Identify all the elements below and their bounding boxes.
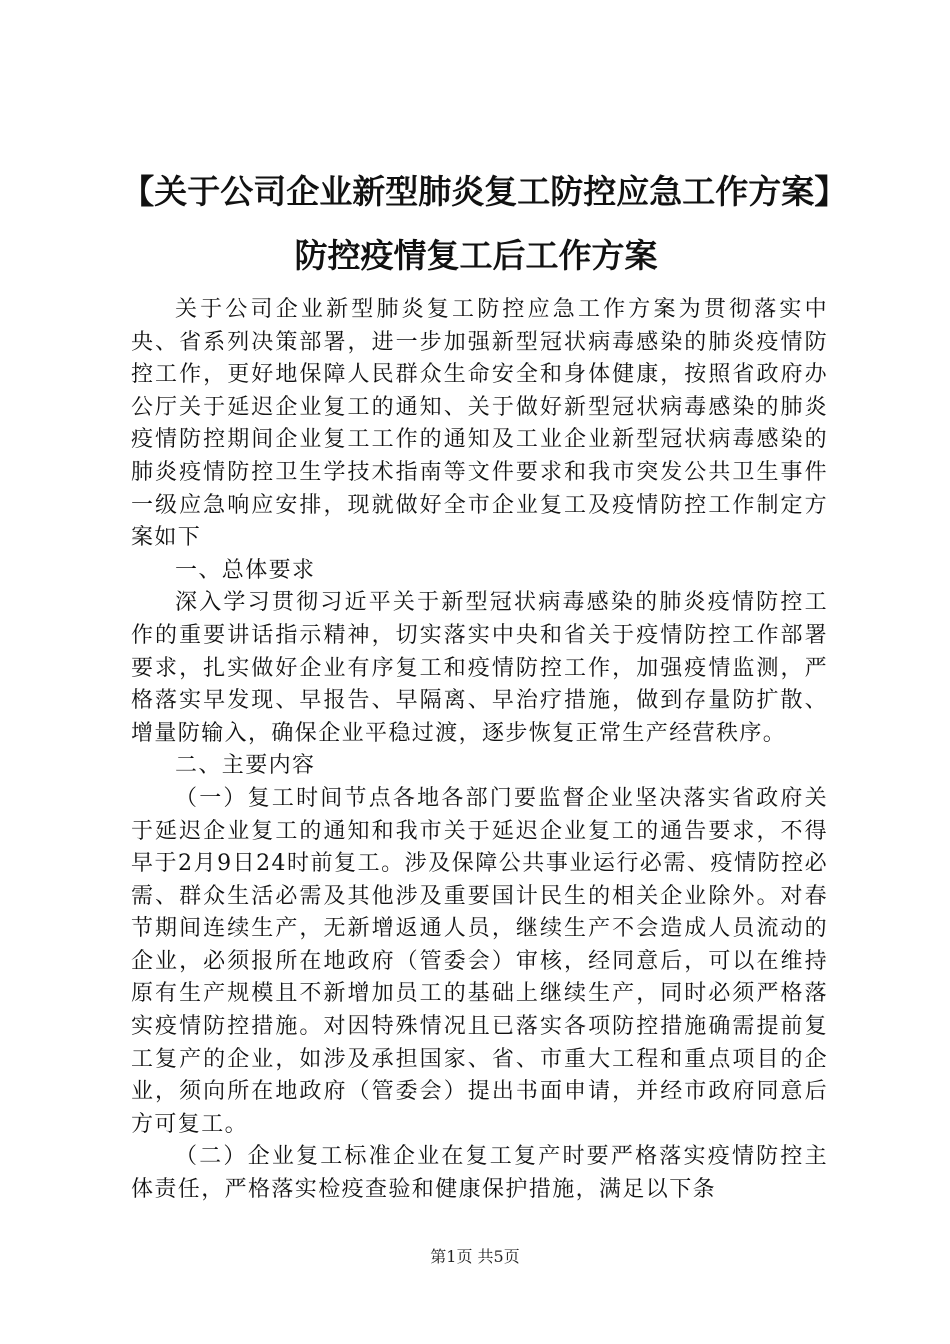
paragraph-intro: 关于公司企业新型肺炎复工防控应急工作方案为贯彻落实中央、省系列决策部署，进一步加强新型冠状病毒感染的肺炎疫情防控工作，更好地保障人民群众生命安全和身体健康，按照省政府办公厅关于延迟企业复工的通知、关于做好新型冠状病毒感染的肺炎疫情防控期间企业复工工作的通知及工业企业新型冠状病毒感染的肺炎疫情防控卫生学技术指南等文件要求和我市突发公共卫生事件一级应急响应安排，现就做好全市企业复工及疫情防控工作制定方案如下 <box>131 297 828 551</box>
paragraph-resume-time: （一）复工时间节点各地各部门要监督企业坚决落实省政府关于延迟企业复工的通知和我市关于延迟企业复工的通告要求，不得早于2月9日24时前复工。涉及保障公共事业运行必需、疫情防控必需、群众生活必需及其他涉及重要国计民生的相关企业除外。对春节期间连续生产，无新增返通人员，继续生产不会造成人员流动的企业，必须报所在地政府（管委会）审核，经同意后，可以在维持原有生产规模且不新增加员工的基础上继续生产，同时必须严格落实疫情防控措施。对因特殊情况且已落实各项防控措施确需提前复工复产的企业，如涉及承担国家、省、市重大工程和重点项目的企业，须向所在地政府（管委会）提出书面申请，并经市政府同意后方可复工。 <box>131 785 828 1137</box>
document-body <box>131 294 828 1207</box>
paragraph-resume-standard: （二）企业复工标准企业在复工复产时要严格落实疫情防控主体责任，严格落实检疫查验和健康保护措施，满足以下条 <box>131 1144 828 1203</box>
page-number-footer: 第1页 共5页 <box>430 1247 520 1266</box>
paragraph-general-requirements: 深入学习贯彻习近平关于新型冠状病毒感染的肺炎疫情防控工作的重要讲话指示精神，切实落实中央和省关于疫情防控工作部署要求，扎实做好企业有序复工和疫情防控工作，加强疫情监测，严格落实早发现、早报告、早隔离、早治疗措施，做到存量防扩散、增量防输入，确保企业平稳过渡，逐步恢复正常生产经营秩序。 <box>131 590 828 746</box>
section-heading-main-content: 二、主要内容 <box>175 753 316 779</box>
document-title: 【关于公司企业新型肺炎复工防控应急工作方案】防控疫情复工后工作方案 <box>121 172 831 275</box>
section-heading-general-requirements: 一、总体要求 <box>175 557 316 583</box>
